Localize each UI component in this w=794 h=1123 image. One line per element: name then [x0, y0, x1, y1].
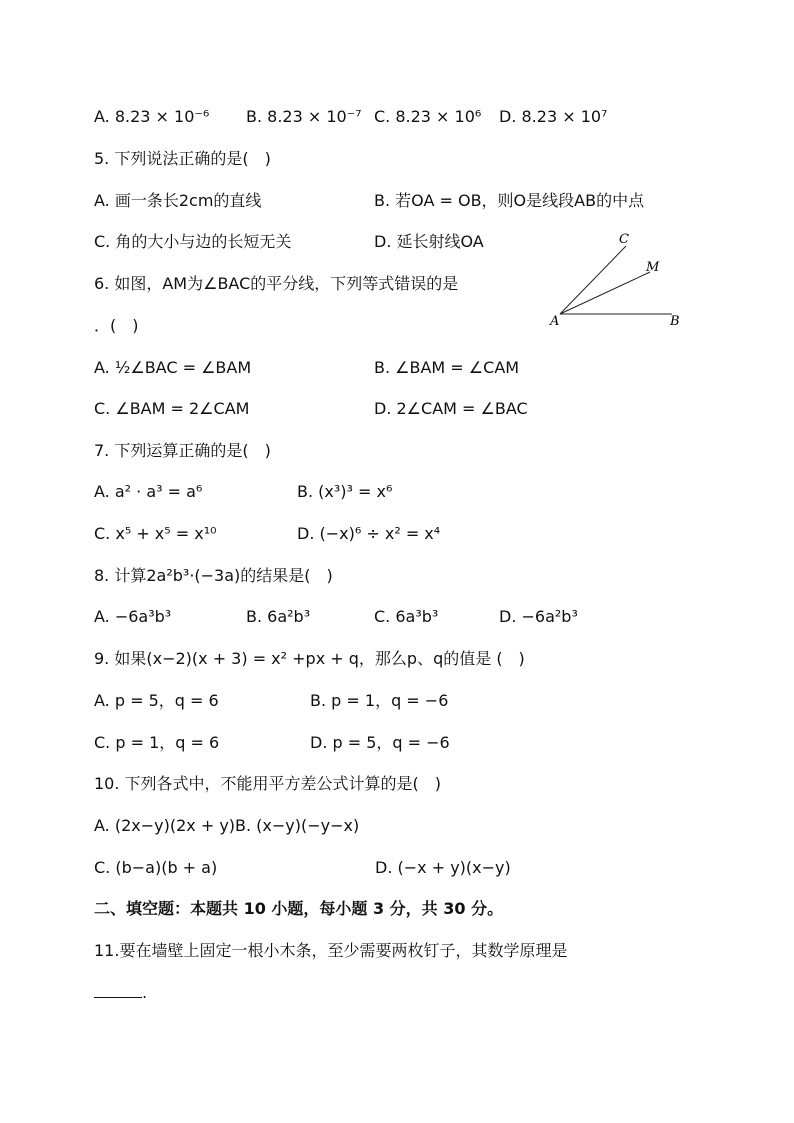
- q9-option-a: A. p = 5，q = 6: [94, 691, 219, 710]
- q7-option-a: A. a² · a³ = a⁶: [94, 482, 203, 501]
- angle-figure: [540, 226, 690, 330]
- q6-option-c: C. ∠BAM = 2∠CAM: [94, 399, 250, 418]
- q11-stem: 11.要在墙壁上固定一根小木条，至少需要两枚钉子，其数学原理是: [94, 941, 568, 960]
- q6-option-d: D. 2∠CAM = ∠BAC: [374, 399, 528, 418]
- q4-option-a: A. 8.23 × 10⁻⁶: [94, 107, 210, 126]
- q8-option-a: A. −6a³b³: [94, 607, 172, 626]
- q5-stem: 5. 下列说法正确的是( ): [94, 149, 271, 168]
- q9-stem: 9. 如果(x−2)(x + 3) = x² +px + q，那么p、q的值是 ( ): [94, 649, 525, 668]
- q10-option-d: D. (−x + y)(x−y): [375, 858, 511, 877]
- ray-am: [560, 272, 650, 314]
- q7-option-c: C. x⁵ + x⁵ = x¹⁰: [94, 524, 217, 543]
- q4-option-c: C. 8.23 × 10⁶: [374, 107, 482, 126]
- q4-option-d: D. 8.23 × 10⁷: [499, 107, 608, 126]
- q10-option-c: C. (b−a)(b + a): [94, 858, 218, 877]
- q8-option-c: C. 6a³b³: [374, 607, 439, 626]
- q7-option-b: B. (x³)³ = x⁶: [297, 482, 393, 501]
- q6-stem: 6. 如图，AM为∠BAC的平分线，下列等式错误的是: [94, 274, 459, 293]
- q5-option-a: A. 画一条长2cm的直线: [94, 191, 262, 210]
- q11-answer-line: [94, 982, 147, 1004]
- q6-stem-cont: ．( ): [94, 316, 139, 335]
- q9-option-c: C. p = 1，q = 6: [94, 733, 220, 752]
- label-m: M: [646, 260, 660, 275]
- label-a: A: [550, 314, 560, 329]
- label-b: B: [670, 314, 680, 329]
- q8-stem: 8. 计算2a²b³·(−3a)的结果是( ): [94, 566, 333, 585]
- q10-option-ab: A. (2x−y)(2x + y)B. (x−y)(−y−x): [94, 816, 360, 835]
- q7-stem: 7. 下列运算正确的是( ): [94, 441, 271, 460]
- q11-tail: .: [142, 983, 148, 1002]
- label-c: C: [619, 232, 629, 247]
- ray-ac: [560, 246, 626, 314]
- q8-option-d: D. −6a²b³: [499, 607, 578, 626]
- q4-option-b: B. 8.23 × 10⁻⁷: [246, 107, 362, 126]
- q5-option-d: D. 延长射线OA: [374, 232, 484, 251]
- section-title: 二、填空题：本题共 10 小题，每小题 3 分，共 30 分。: [94, 899, 504, 918]
- q10-stem: 10. 下列各式中，不能用平方差公式计算的是( ): [94, 774, 442, 793]
- answer-blank[interactable]: [94, 983, 142, 998]
- q5-option-b: B. 若OA = OB，则O是线段AB的中点: [374, 191, 645, 210]
- q6-option-a: A. ½∠BAC = ∠BAM: [94, 358, 252, 377]
- q6-option-b: B. ∠BAM = ∠CAM: [374, 358, 520, 377]
- q9-option-d: D. p = 5，q = −6: [310, 733, 450, 752]
- q5-option-c: C. 角的大小与边的长短无关: [94, 232, 292, 251]
- q9-option-b: B. p = 1，q = −6: [310, 691, 449, 710]
- q8-option-b: B. 6a²b³: [246, 607, 311, 626]
- q7-option-d: D. (−x)⁶ ÷ x² = x⁴: [297, 524, 441, 543]
